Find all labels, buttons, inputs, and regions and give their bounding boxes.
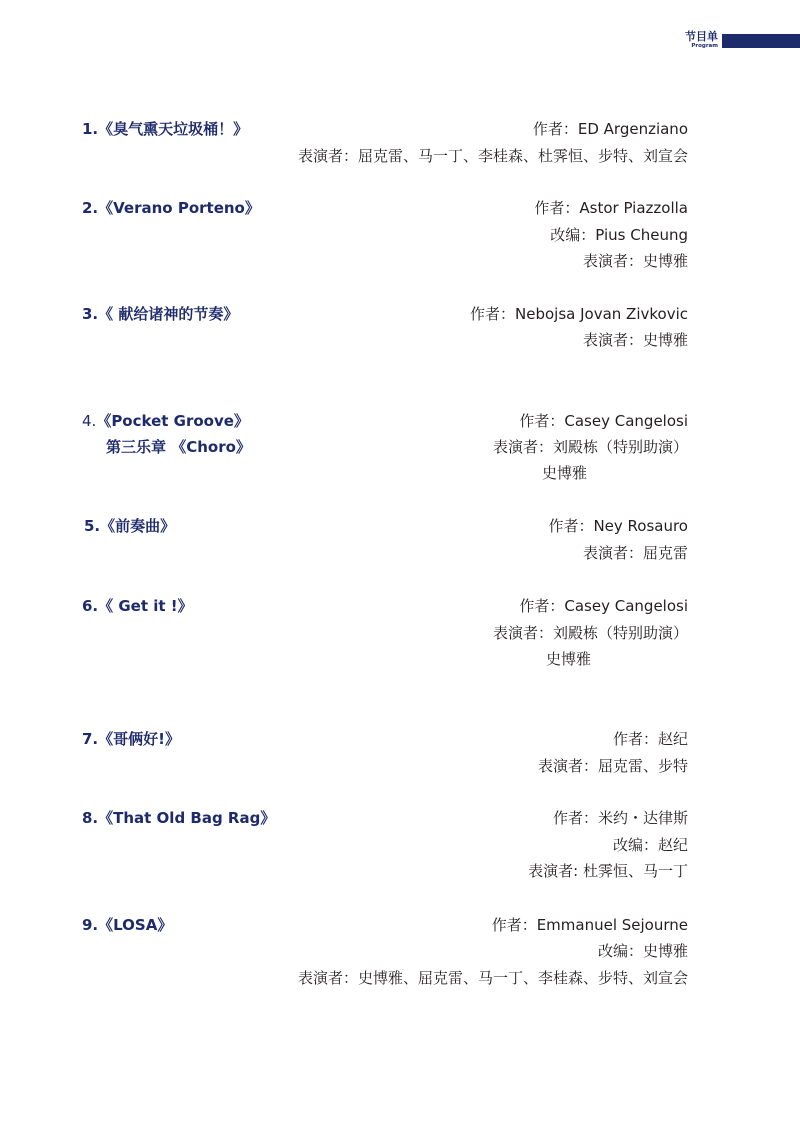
composer-credit: 作者：Nebojsa Jovan Zivkovic bbox=[470, 305, 688, 323]
piece-title: 1.《臭气熏天垃圾桶！》 bbox=[82, 120, 249, 138]
piece-title: 7.《哥俩好!》 bbox=[82, 730, 180, 748]
composer-credit: 作者：Casey Cangelosi bbox=[519, 412, 688, 430]
page-section-label bbox=[685, 31, 718, 50]
performers-credit: 表演者：史博雅 bbox=[582, 331, 688, 349]
piece-subtitle: 第三乐章 《Choro》 bbox=[106, 438, 251, 456]
performers-credit: 表演者：屈克雷、步特 bbox=[537, 757, 688, 775]
piece-title bbox=[82, 411, 249, 431]
piece-title: 3.《 献给诸神的节奏》 bbox=[82, 305, 239, 323]
composer-credit: 作者：ED Argenziano bbox=[532, 120, 688, 138]
performers-credit: 表演者：屈克雷、马一丁、李桂森、杜霁恒、步特、刘宣会 bbox=[297, 147, 688, 165]
piece-title: 9.《LOSA》 bbox=[82, 916, 173, 934]
piece-name: 《Pocket Groove》 bbox=[96, 412, 249, 430]
piece-number: 4. bbox=[82, 412, 97, 430]
performers-credit-line2: 史博雅 bbox=[545, 650, 591, 668]
section-title-zh: 节目单 bbox=[685, 30, 718, 43]
arranger-credit: 改编：Pius Cheung bbox=[550, 226, 688, 244]
composer-credit: 作者：Ney Rosauro bbox=[548, 517, 688, 535]
piece-title: 2.《Verano Porteno》 bbox=[82, 199, 260, 217]
composer-credit: 作者：赵纪 bbox=[612, 730, 688, 748]
arranger-credit: 改编：史博雅 bbox=[597, 942, 688, 960]
performers-credit: 表演者：史博雅 bbox=[582, 252, 688, 270]
performers-credit: 表演者: 杜霁恒、马一丁 bbox=[528, 862, 688, 880]
piece-title: 8.《That Old Bag Rag》 bbox=[82, 809, 276, 827]
composer-credit: 作者：米约・达律斯 bbox=[552, 809, 688, 827]
section-title-en: Program bbox=[691, 43, 718, 49]
header-accent-bar bbox=[722, 34, 800, 48]
piece-title: 5.《前奏曲》 bbox=[84, 517, 176, 535]
performers-credit: 表演者：刘殿栋（特别助演） bbox=[492, 438, 688, 456]
performers-credit: 表演者：刘殿栋（特别助演） bbox=[492, 624, 688, 642]
performers-credit: 表演者：屈克雷 bbox=[582, 544, 688, 562]
performers-credit-line2: 史博雅 bbox=[541, 464, 587, 482]
composer-credit: 作者：Astor Piazzolla bbox=[534, 199, 688, 217]
performers-credit: 表演者：史博雅、屈克雷、马一丁、李桂森、步特、刘宣会 bbox=[297, 969, 688, 987]
piece-title: 6.《 Get it !》 bbox=[82, 597, 193, 615]
composer-credit: 作者：Casey Cangelosi bbox=[519, 597, 688, 615]
arranger-credit: 改编：赵纪 bbox=[612, 836, 688, 854]
composer-credit: 作者：Emmanuel Sejourne bbox=[491, 916, 688, 934]
